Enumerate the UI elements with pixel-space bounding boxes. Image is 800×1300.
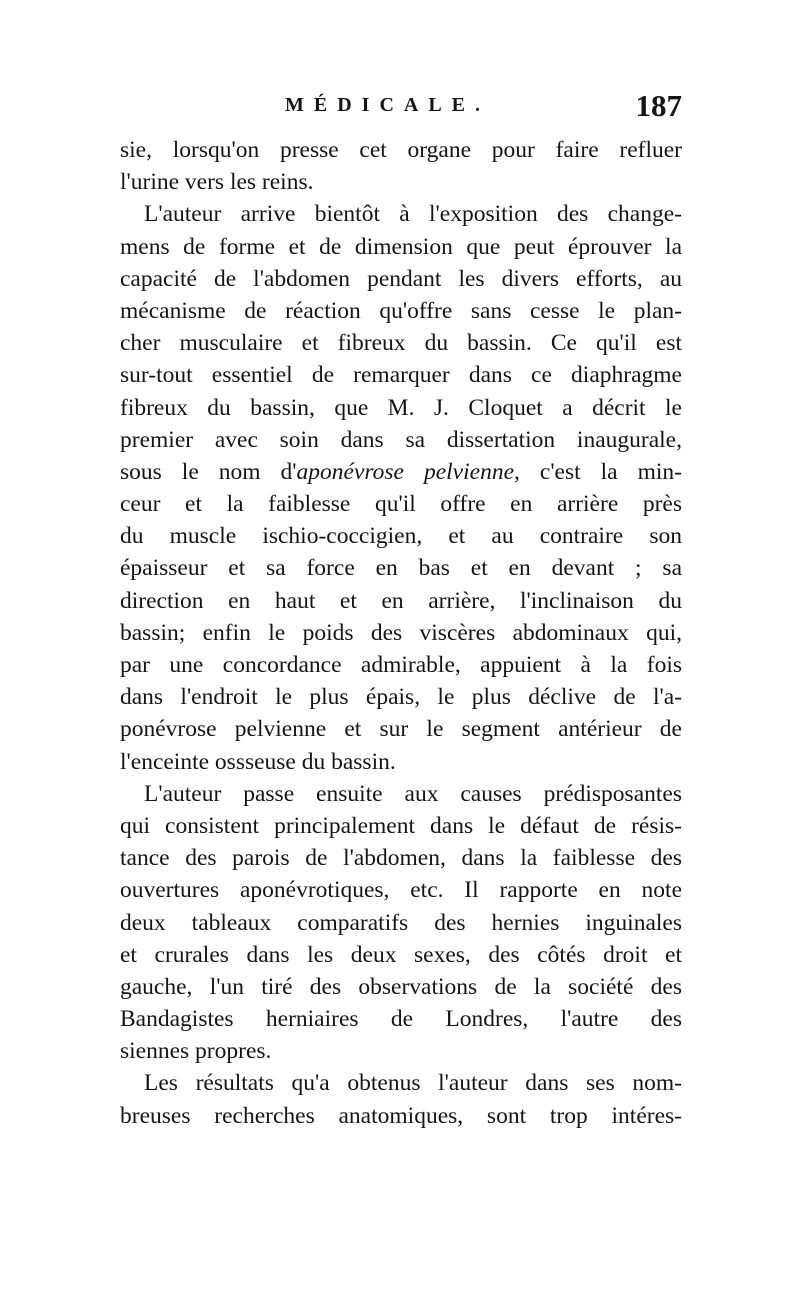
text-line: et crurales dans les deux sexes, des côtés droit et [120,941,682,968]
text-segment: sous le nom d' [120,458,297,485]
text-line: l'urine vers les reins. [120,169,314,196]
text-line: mécanisme de réaction qu'offre sans cesse le plan- [120,297,682,324]
text-line: cher musculaire et fibreux du bassin. Ce qu'il est [120,330,682,357]
text-line: fibreux du bassin, que M. J. Cloquet a décrit le [120,394,682,421]
paragraph-start-line: Les résultats qu'a obtenus l'auteur dans ses nom- [144,1070,682,1097]
text-line: tance des parois de l'abdomen, dans la faiblesse des [120,845,682,872]
text-line: l'enceinte ossseuse du bassin. [120,748,396,775]
text-line: breuses recherches anatomiques, sont trop intéres- [120,1102,682,1129]
text-segment: , c'est la min- [514,458,682,485]
text-line: capacité de l'abdomen pendant les divers efforts, au [120,265,682,292]
text-line: ceur et la faiblesse qu'il offre en arrière près [120,491,682,518]
text-line: qui consistent principalement dans le défaut de résis- [120,812,682,839]
text-line: sur-tout essentiel de remarquer dans ce diaphragme [120,362,682,389]
text-line: du muscle ischio-coccigien, et au contraire son [120,523,682,550]
italic-term: aponévrose pelvienne [296,458,515,485]
body-text [120,134,682,1132]
text-line: par une concordance admirable, appuient à la fois [120,652,682,678]
text-line-with-italic [120,456,682,488]
text-line: dans l'endroit le plus épais, le plus déclive de l'a- [120,684,682,711]
text-line: gauche, l'un tiré des observations de la société des [120,973,682,1000]
text-line: épaisseur et sa force en bas et en devant ; sa [120,555,682,582]
text-line: mens de forme et de dimension que peut éprouver la [120,233,682,260]
paragraph-start-line: L'auteur passe ensuite aux causes prédisposantes [144,780,682,807]
text-line: sie, lorsqu'on presse cet organe pour faire refluer [120,137,682,163]
text-line: bassin; enfin le poids des viscères abdominaux qui, [120,619,682,646]
text-line: ponévrose pelvienne et sur le segment antérieur de [120,716,682,743]
text-line: premier avec soin dans sa dissertation inaugurale, [120,426,682,453]
text-line: Bandagistes herniaires de Londres, l'autre des [120,1006,682,1033]
paragraph-start-line: L'auteur arrive bientôt à l'exposition des change- [144,201,682,228]
page-header [120,88,682,128]
text-line: siennes propres. [120,1038,272,1065]
text-line: direction en haut et en arrière, l'inclinaison du [120,587,682,614]
text-line: ouvertures aponévrotiques, etc. Il rapporte en note [120,877,682,904]
text-line: deux tableaux comparatifs des hernies inguinales [120,909,682,936]
page-number: 187 [635,88,682,123]
running-head: MÉDICALE. [285,94,491,116]
